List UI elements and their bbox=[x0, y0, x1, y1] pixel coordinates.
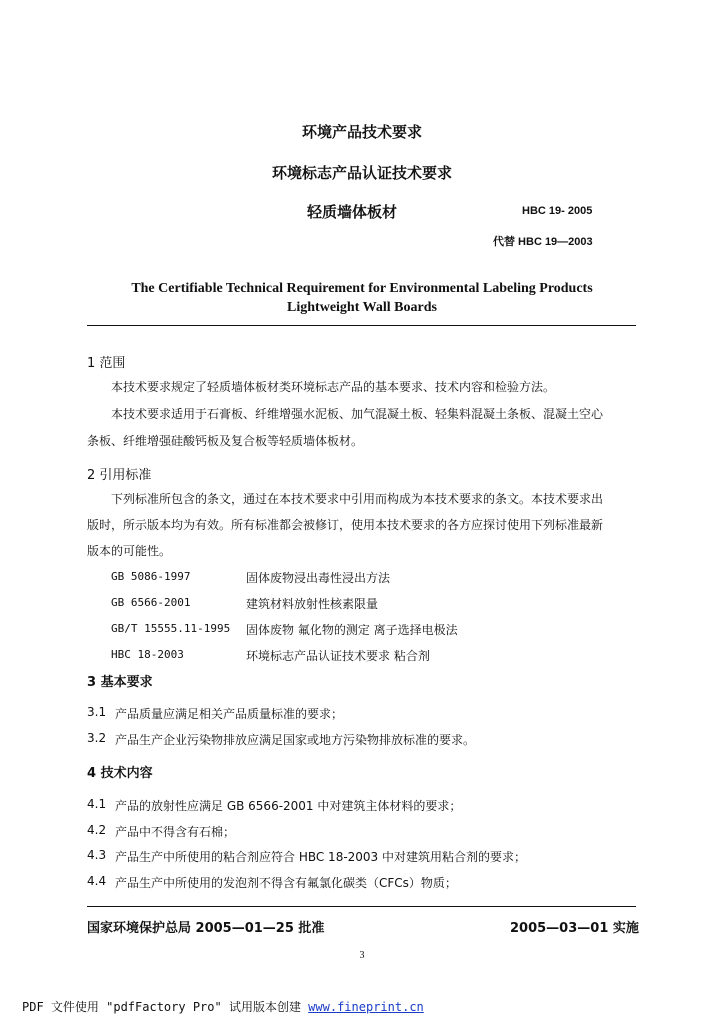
ref-name: 环境标志产品认证技术要求 粘合剂 bbox=[246, 649, 430, 663]
watermark-text: PDF 文件使用 "pdfFactory Pro" 试用版本创建 bbox=[22, 1000, 309, 1014]
english-title-line1: The Certifiable Technical Requirement for Environmental Labeling Products bbox=[131, 281, 593, 296]
section-2-para-line3: 版本的可能性。 bbox=[87, 544, 172, 558]
standard-code: HBC 19- 2005 bbox=[522, 205, 593, 217]
item-number: 3.2 bbox=[87, 731, 107, 745]
section-1-para2-line2: 条板、纤维增强硅酸钙板及复合板等轻质墙体板材。 bbox=[87, 434, 364, 448]
section-2-para-line2: 版时，所示版本均为有效。所有标准都会被修订，使用本技术要求的各方应探讨使用下列标准最新 bbox=[87, 518, 604, 532]
doc-title-line3: 轻质墙体板材 bbox=[307, 203, 398, 221]
section-2-heading: 2 引用标准 bbox=[87, 468, 152, 483]
item-text: 产品生产企业污染物排放应满足国家或地方污染物排放标准的要求。 bbox=[115, 733, 476, 747]
ref-code: GB 5086-1997 bbox=[111, 570, 191, 583]
item-text: 产品生产中所使用的粘合剂应符合 HBC 18-2003 中对建筑用粘合剂的要求； bbox=[115, 850, 527, 864]
approval-date: 国家环境保护总局 2005—01—25 批准 bbox=[87, 921, 325, 936]
effective-date: 2005—03—01 实施 bbox=[510, 921, 639, 936]
ref-code: GB 6566-2001 bbox=[111, 596, 191, 609]
section-1-para1: 本技术要求规定了轻质墙体板材类环境标志产品的基本要求、技术内容和检验方法。 bbox=[111, 380, 556, 394]
doc-title-line1: 环境产品技术要求 bbox=[301, 123, 422, 141]
replaces-standard: 代替 HBC 19—2003 bbox=[493, 236, 593, 248]
ref-name: 建筑材料放射性核素限量 bbox=[246, 597, 379, 611]
footer-divider bbox=[87, 906, 636, 907]
item-number: 4.4 bbox=[87, 874, 107, 888]
header-divider bbox=[87, 325, 636, 326]
pdf-watermark bbox=[22, 998, 424, 1015]
item-text: 产品中不得含有石棉； bbox=[115, 825, 236, 839]
english-title-line2: Lightweight Wall Boards bbox=[287, 300, 437, 315]
section-4-heading: 4 技术内容 bbox=[87, 766, 153, 781]
watermark-link[interactable]: www.fineprint.cn bbox=[308, 1000, 424, 1014]
item-number: 3.1 bbox=[87, 705, 107, 719]
ref-name: 固体废物浸出毒性浸出方法 bbox=[246, 571, 391, 585]
section-3-heading: 3 基本要求 bbox=[87, 675, 153, 690]
item-text: 产品生产中所使用的发泡剂不得含有氟氯化碳类（CFCs）物质； bbox=[115, 876, 457, 890]
ref-name: 固体废物 氟化物的测定 离子选择电极法 bbox=[246, 623, 458, 637]
ref-code: HBC 18-2003 bbox=[111, 648, 184, 661]
page-number: 3 bbox=[359, 950, 365, 961]
section-1-para2-line1: 本技术要求适用于石膏板、纤维增强水泥板、加气混凝土板、轻集料混凝土条板、混凝土空心 bbox=[111, 407, 604, 421]
item-number: 4.2 bbox=[87, 823, 107, 837]
item-text: 产品的放射性应满足 GB 6566-2001 中对建筑主体材料的要求； bbox=[115, 799, 462, 813]
item-number: 4.1 bbox=[87, 797, 107, 811]
item-number: 4.3 bbox=[87, 848, 107, 862]
doc-title-line2: 环境标志产品认证技术要求 bbox=[271, 164, 452, 182]
ref-code: GB/T 15555.11-1995 bbox=[111, 622, 231, 635]
section-2-para-line1: 下列标准所包含的条文，通过在本技术要求中引用而构成为本技术要求的条文。本技术要求出 bbox=[111, 492, 604, 506]
section-1-heading: 1 范围 bbox=[87, 356, 126, 371]
item-text: 产品质量应满足相关产品质量标准的要求； bbox=[115, 707, 344, 721]
